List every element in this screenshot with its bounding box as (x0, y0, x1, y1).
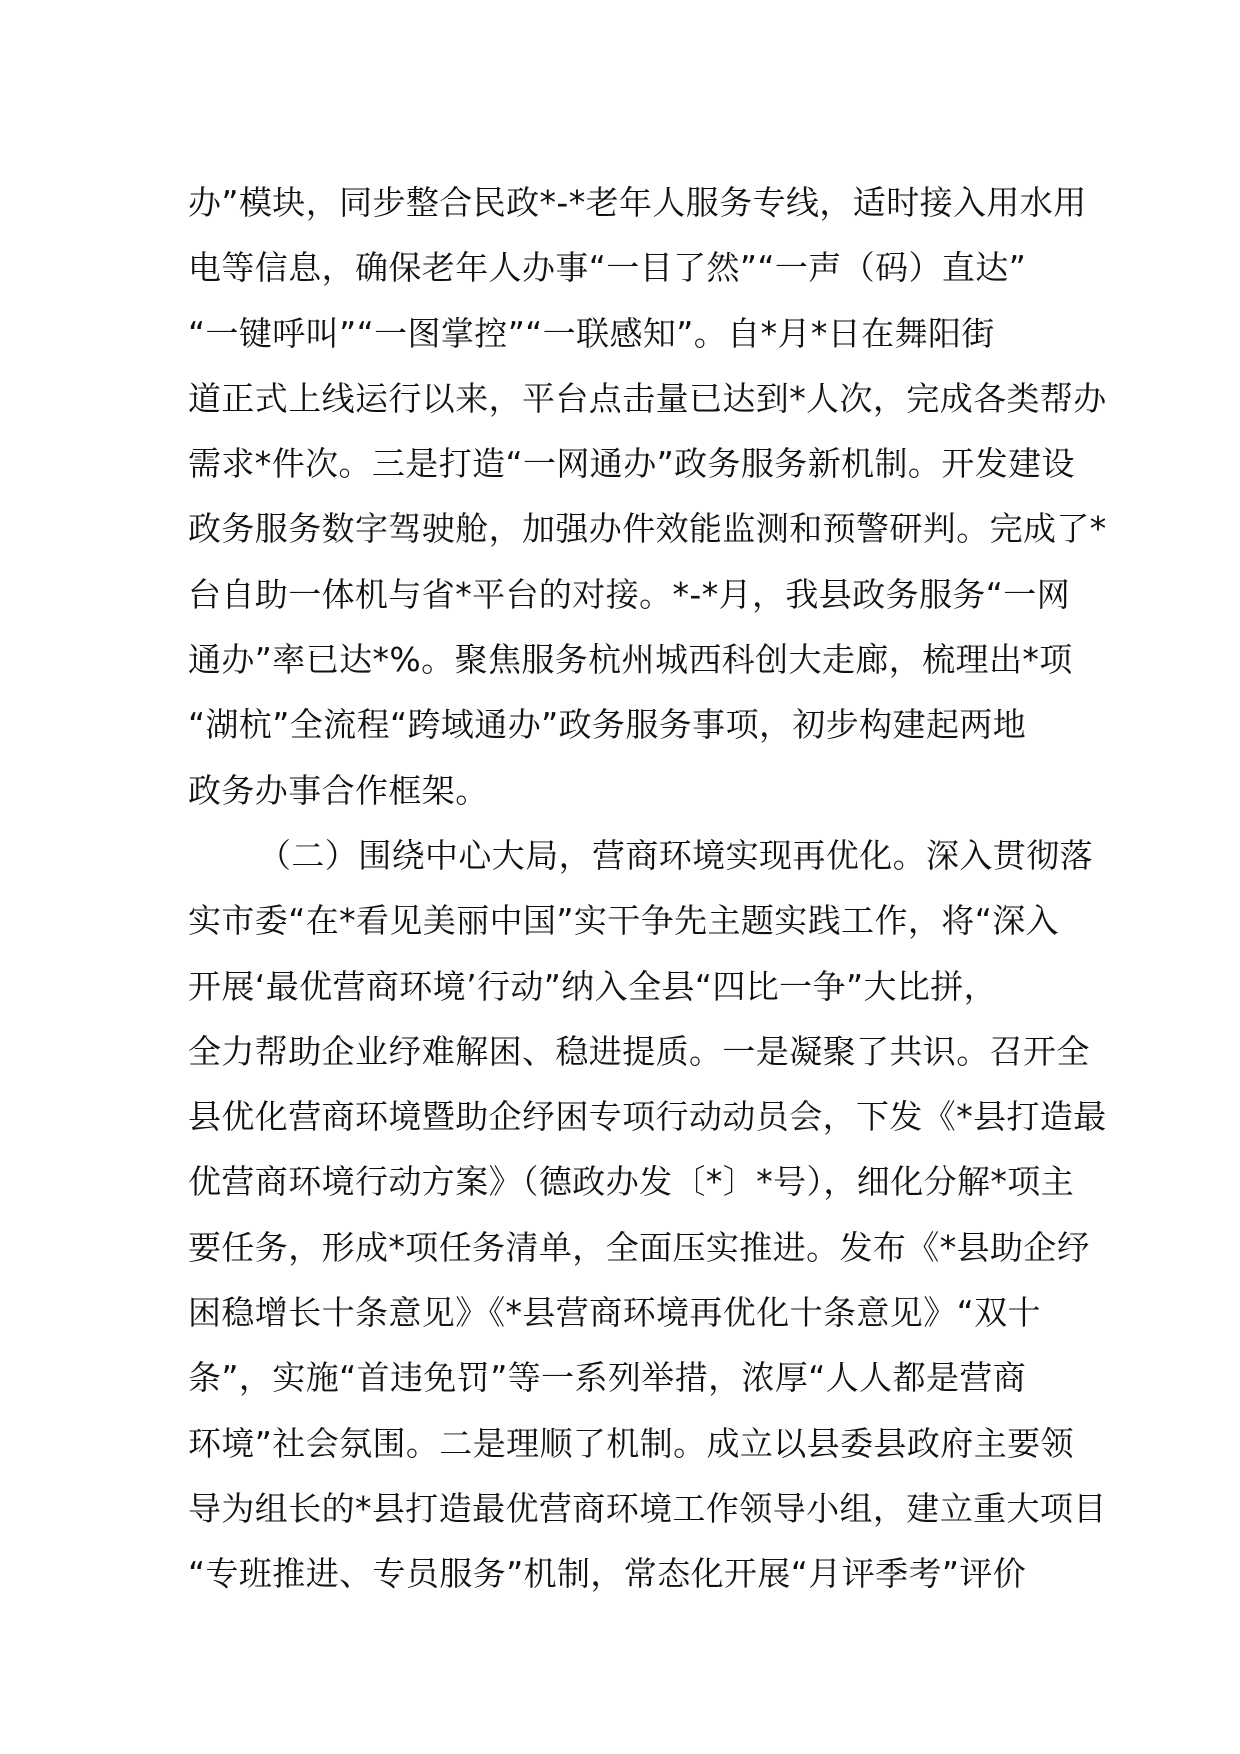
text-line: 需求*件次。三是打造“一网通办”政务服务新机制。开发建设 (188, 444, 1075, 484)
text-line: 环境”社会氛围。二是理顺了机制。成立以县委县政府主要领 (188, 1423, 1074, 1463)
text-line: 实市委“在*看见美丽中国”实干争先主题实践工作，将“深入 (188, 901, 1059, 941)
text-line: 政务服务数字驾驶舱，加强办件效能监测和预警研判。完成了* (188, 509, 1107, 549)
text-line: 政务办事合作框架。 (188, 770, 489, 810)
text-line: 条”，实施“首违免罚”等一系列举措，浓厚“人人都是营商 (188, 1358, 1027, 1398)
text-line: 台自助一体机与省*平台的对接。*-*月，我县政务服务“一网 (188, 574, 1071, 614)
text-line: 要任务，形成*项任务清单，全面压实推进。发布《*县助企纾 (188, 1227, 1091, 1267)
text-line: 通办”率已达*%。聚焦服务杭州城西科创大走廊，梳理出*项 (188, 640, 1073, 680)
text-line: “湖杭”全流程“跨域通办”政务服务事项，初步构建起两地 (188, 705, 1027, 745)
text-line: 困稳增长十条意见》《*县营商环境再优化十条意见》“双十 (188, 1293, 1041, 1333)
text-line: 县优化营商环境暨助企纾困专项行动动员会，下发《*县打造最 (188, 1097, 1107, 1137)
text-line: “一键呼叫”“一图掌控”“一联感知”。自*月*日在舞阳街 (188, 313, 995, 353)
text-line: 全力帮助企业纾难解困、稳进提质。一是凝聚了共识。召开全 (188, 1031, 1090, 1071)
text-line: 导为组长的*县打造最优营商环境工作领导小组，建立重大项目 (188, 1488, 1107, 1528)
text-line: 优营商环境行动方案》（德政办发〔*〕*号），细化分解*项主 (188, 1162, 1075, 1202)
text-line: 电等信息，确保老年人办事“一目了然”“一声（码）直达” (188, 248, 1027, 288)
text-line: 开展‘最优营商环境’行动”纳入全县“四比一争”大比拼， (188, 966, 998, 1006)
text-line: 道正式上线运行以来，平台点击量已达到*人次，完成各类帮办 (188, 378, 1107, 418)
text-line: 办”模块，同步整合民政*-*老年人服务专线，适时接入用水用 (188, 183, 1087, 222)
body-text (188, 170, 1107, 1607)
paragraph-first-line: （二）围绕中心大局，营商环境实现再优化。深入贯彻落 (258, 835, 1093, 875)
text-line: “专班推进、专员服务”机制，常态化开展“月评季考”评价 (188, 1554, 1027, 1594)
